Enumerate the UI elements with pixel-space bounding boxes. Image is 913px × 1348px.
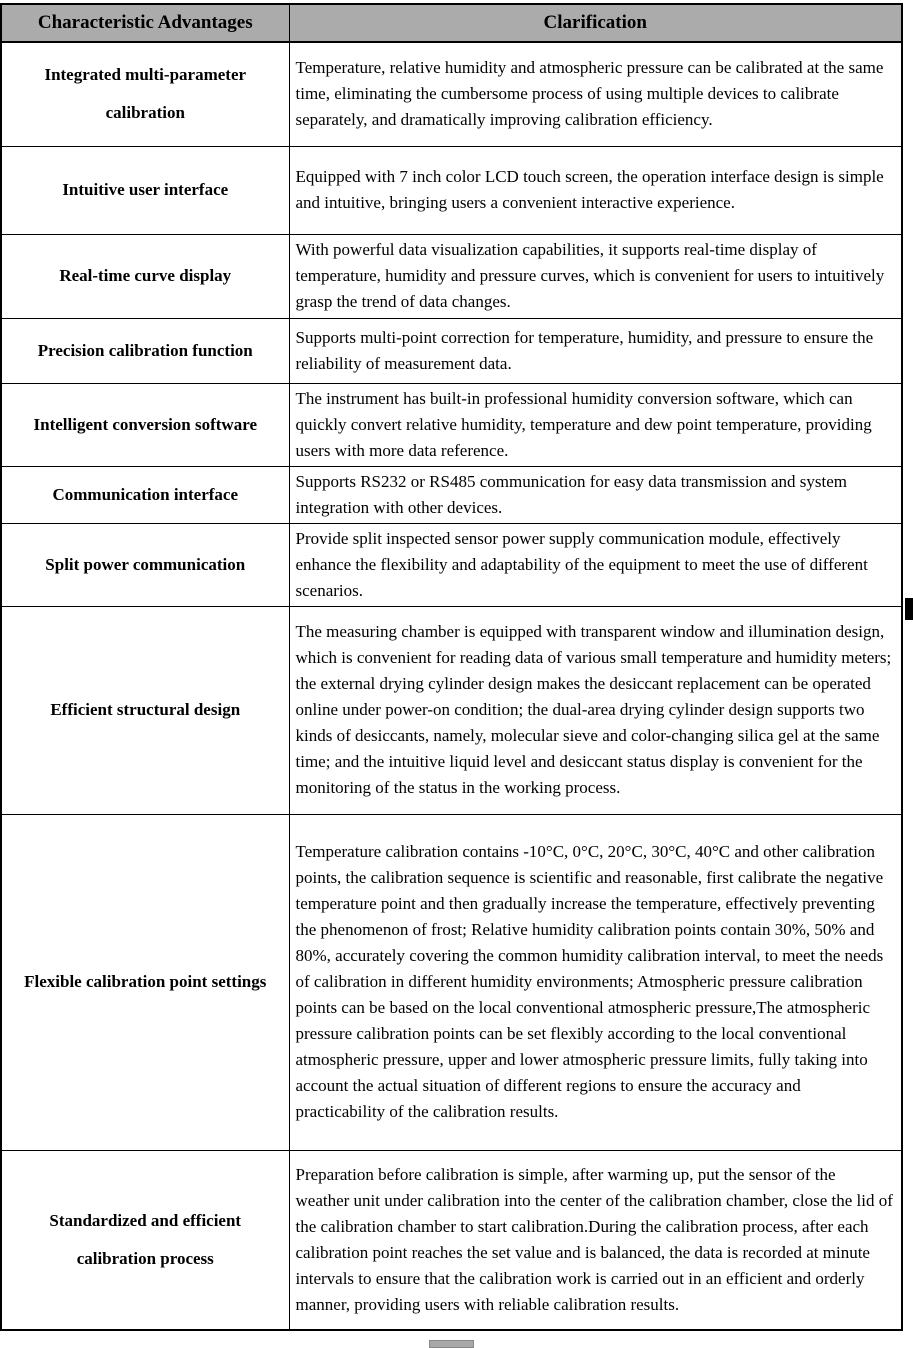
clarification-cell: Supports multi-point correction for temperature, humidity, and pressure to ensure the reliability of measurement data. (289, 318, 902, 383)
clarification-cell: With powerful data visualization capabilities, it supports real-time display of temperature, humidity and pressure curves, which is convenient for users to intuitively grasp the trend of data changes. (289, 234, 902, 318)
table-row (1, 466, 902, 523)
advantage-cell: Efficient structural design (1, 606, 289, 814)
table-row (1, 523, 902, 606)
advantage-cell: Intuitive user interface (1, 146, 289, 234)
text-cursor-mark (905, 598, 913, 620)
table-row (1, 234, 902, 318)
advantage-cell: Standardized and efficient calibration process (1, 1150, 289, 1330)
table-resize-handle[interactable] (429, 1340, 474, 1348)
header-clarification: Clarification (289, 4, 902, 42)
table-row (1, 814, 902, 1150)
table-row (1, 42, 902, 146)
clarification-cell: Equipped with 7 inch color LCD touch screen, the operation interface design is simple and intuitive, bringing users a convenient interactive experience. (289, 146, 902, 234)
advantages-table (0, 3, 903, 1331)
table-row (1, 146, 902, 234)
clarification-cell: The instrument has built-in professional humidity conversion software, which can quickly convert relative humidity, temperature and dew point temperature, providing users with more data reference. (289, 383, 902, 466)
clarification-cell: Supports RS232 or RS485 communication for easy data transmission and system integration with other devices. (289, 466, 902, 523)
advantage-cell: Precision calibration function (1, 318, 289, 383)
advantage-cell: Intelligent conversion software (1, 383, 289, 466)
table-row (1, 606, 902, 814)
clarification-cell: Preparation before calibration is simple, after warming up, put the sensor of the weather unit under calibration into the center of the calibration chamber, close the lid of the calibration chamber to start calibration.During the calibration process, after each calibration point reaches the set value and is balanced, the data is recorded at minute intervals to ensure that the calibration work is carried out in an efficient and orderly manner, providing users with reliable calibration results. (289, 1150, 902, 1330)
table-row (1, 383, 902, 466)
header-advantages: Characteristic Advantages (1, 4, 289, 42)
header-row (1, 4, 902, 42)
advantage-cell: Communication interface (1, 466, 289, 523)
advantage-cell: Flexible calibration point settings (1, 814, 289, 1150)
clarification-cell: The measuring chamber is equipped with transparent window and illumination design, which is convenient for reading data of various small temperature and humidity meters; the external drying cylinder design makes the desiccant replacement can be operated online under power-on condition; the dual-area drying cylinder design supports two kinds of desiccants, namely, molecular sieve and color-changing silica gel at the same time; and the intuitive liquid level and desiccant status display is convenient for the monitoring of the status in the working process. (289, 606, 902, 814)
clarification-cell: Provide split inspected sensor power supply communication module, effectively enhance the flexibility and adaptability of the equipment to meet the use of different scenarios. (289, 523, 902, 606)
advantage-cell: Real-time curve display (1, 234, 289, 318)
advantage-cell: Split power communication (1, 523, 289, 606)
clarification-cell: Temperature, relative humidity and atmospheric pressure can be calibrated at the same time, eliminating the cumbersome process of using multiple devices to calibrate separately, and dramatically improving calibration efficiency. (289, 42, 902, 146)
advantage-cell: Integrated multi-parameter calibration (1, 42, 289, 146)
clarification-cell: Temperature calibration contains -10°C, 0°C, 20°C, 30°C, 40°C and other calibration points, the calibration sequence is scientific and reasonable, first calibrate the negative temperature point and then gradually increase the temperature, effectively preventing the phenomenon of frost; Relative humidity calibration points contain 30%, 50% and 80%, accurately covering the common humidity calibration interval, to meet the needs of calibration in different humidity environments; Atmospheric pressure calibration points can be based on the local conventional atmospheric pressure,The atmospheric pressure calibration points can be set flexibly according to the local conventional atmospheric pressure, upper and lower atmospheric pressure limits, fully taking into account the actual situation of different regions to ensure the accuracy and practicability of the calibration results. (289, 814, 902, 1150)
table-row (1, 318, 902, 383)
table-row (1, 1150, 902, 1330)
